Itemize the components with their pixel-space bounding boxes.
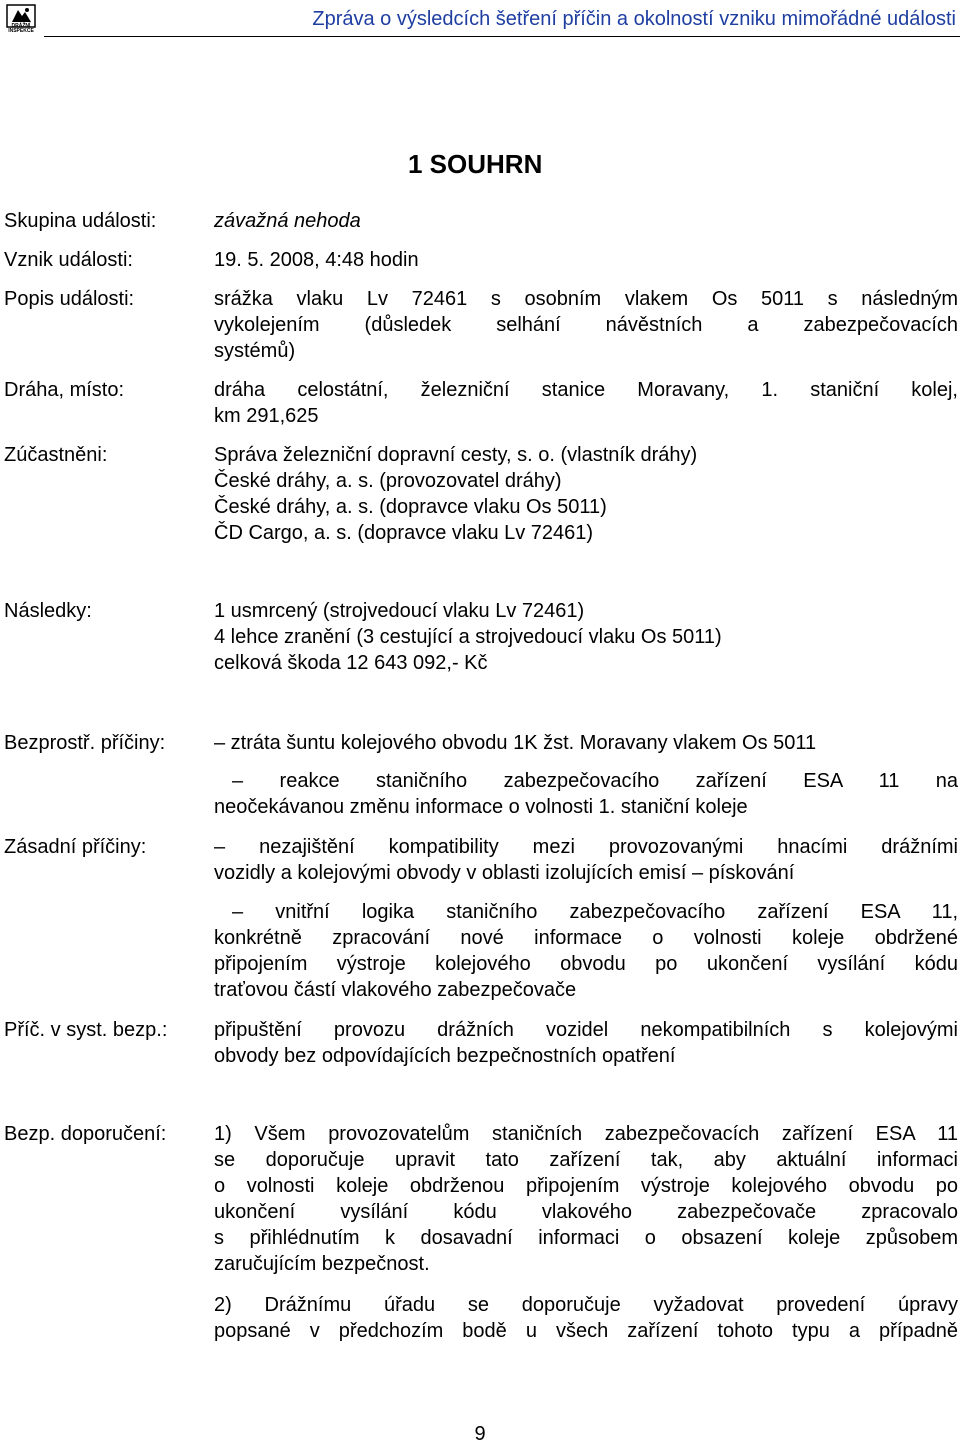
nasledky-list	[214, 598, 958, 676]
recommendation-line: zaručujícím bezpečnost.	[214, 1253, 430, 1275]
draha-label: Dráha, místo:	[4, 379, 125, 401]
header-divider	[44, 36, 960, 37]
popis-label: Popis události:	[4, 288, 135, 310]
draha-line: dráha celostátní, železniční stanice Moravany, 1. staniční kolej,	[214, 379, 958, 401]
recommendation-line: ukončení vysílání kódu vlakového zabezpečovače zpracovalo	[214, 1201, 958, 1223]
list-item: 1 usmrcený (strojvedoucí vlaku Lv 72461)	[214, 600, 585, 622]
cause-line: obvody bez odpovídajících bezpečnostních opatření	[214, 1045, 676, 1067]
list-item: Správa železniční dopravní cesty, s. o. (vlastník dráhy)	[214, 444, 698, 466]
list-item: České dráhy, a. s. (dopravce vlaku Os 5011)	[214, 496, 607, 518]
pric-v-syst-value	[214, 1017, 958, 1069]
draha-value	[214, 377, 958, 429]
recommendation-line: se doporučuje upravit tato zařízení tak, aby aktuální informaci	[214, 1149, 958, 1171]
zasadni-label: Zásadní příčiny:	[4, 836, 147, 858]
popis-line: srážka vlaku Lv 72461 s osobním vlakem Os 5011 s následným	[214, 288, 958, 310]
popis-value	[214, 286, 958, 364]
vznik-value: 19. 5. 2008, 4:48 hodin	[214, 249, 419, 271]
doporuceni-item-2	[214, 1292, 958, 1344]
cause-line: – vnitřní logika staničního zabezpečovacího zařízení ESA 11,	[232, 901, 958, 923]
cause-line: traťovou částí vlakového zabezpečovače	[214, 979, 577, 1001]
nasledky-label: Následky:	[4, 600, 92, 622]
pric-v-syst-label: Příč. v syst. bezp.:	[4, 1019, 168, 1041]
zasadni-item-1	[214, 834, 958, 886]
recommendation-line: popsané v předchozím bodě u všech zařízení tohoto typu a případně	[214, 1320, 958, 1342]
cause-line: vozidly a kolejovými obvody v oblasti izolujících emisí – pískování	[214, 862, 795, 884]
cause-line: připojením výstroje kolejového obvodu po ukončení vysílání kódu	[214, 953, 958, 975]
recommendation-line: 2) Drážnímu úřadu se doporučuje vyžadovat provedení úpravy	[214, 1294, 958, 1316]
recommendation-line: s přihlédnutím k dosavadní informaci o obsazení koleje způsobem	[214, 1227, 958, 1249]
list-item: ČD Cargo, a. s. (dopravce vlaku Lv 72461)	[214, 522, 594, 544]
header-title: Zpráva o výsledcích šetření příčin a okolností vzniku mimořádné události	[312, 8, 956, 30]
cause-line: konkrétně zpracování nové informace o volnosti koleje obdržené	[214, 927, 958, 949]
draha-line: km 291,625	[214, 405, 319, 427]
recommendation-line: o volnosti koleje obdrženou připojením výstroje kolejového obvodu po	[214, 1175, 958, 1197]
popis-line: systémů)	[214, 340, 296, 362]
zucastneni-list	[214, 442, 958, 546]
section-title: 1 SOUHRN	[408, 149, 543, 179]
zucastneni-label: Zúčastněni:	[4, 444, 108, 466]
page-number: 9	[474, 1423, 486, 1445]
skupina-label: Skupina události:	[4, 210, 157, 232]
skupina-value: závažná nehoda	[214, 210, 361, 232]
vznik-label: Vznik události:	[4, 249, 133, 271]
doporuceni-item-1	[214, 1121, 958, 1277]
logo-text: DRÁŽNÍ INSPEKCE	[8, 23, 34, 34]
list-item: celková škoda 12 643 092,- Kč	[214, 652, 488, 674]
doporuceni-label: Bezp. doporučení:	[4, 1123, 167, 1145]
cause-line: – nezajištění kompatibility mezi provozovanými hnacími drážními	[214, 836, 958, 858]
popis-line: vykolejením (důsledek selhání návěstních a zabezpečovacích	[214, 314, 958, 336]
cause-line: – reakce staničního zabezpečovacího zařízení ESA 11 na	[232, 770, 958, 792]
bezprostredni-first: – ztráta šuntu kolejového obvodu 1K žst. Moravany vlakem Os 5011	[214, 732, 817, 754]
cause-line: neočekávanou změnu informace o volnosti 1. staniční koleje	[214, 796, 748, 818]
zasadni-item-2	[214, 899, 958, 1003]
list-item: 4 lehce zranění (3 cestující a strojvedoucí vlaku Os 5011)	[214, 626, 722, 648]
cause-line: připuštění provozu drážních vozidel nekompatibilních s kolejovými	[214, 1019, 958, 1041]
bezprostredni-second	[214, 768, 958, 820]
recommendation-line: 1) Všem provozovatelům staničních zabezpečovacích zařízení ESA 11	[214, 1123, 958, 1145]
list-item: České dráhy, a. s. (provozovatel dráhy)	[214, 470, 562, 492]
bezprostredni-label: Bezprostř. příčiny:	[4, 732, 166, 754]
